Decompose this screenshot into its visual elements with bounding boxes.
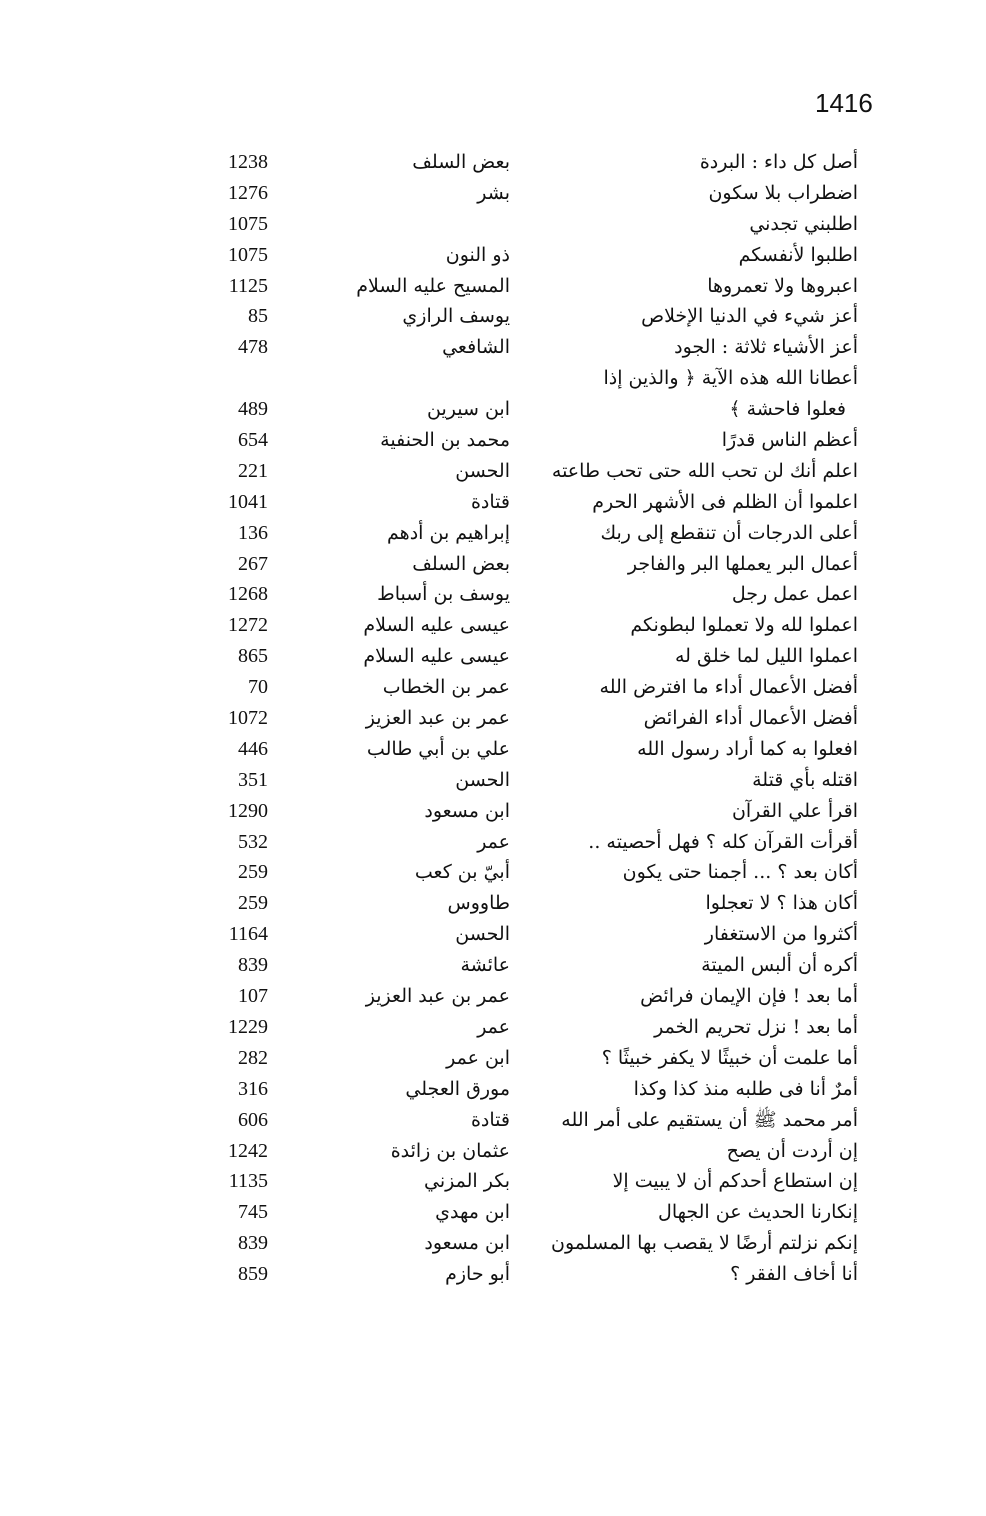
page-reference: 1125 (228, 274, 268, 297)
page-number: 1416 (815, 88, 873, 118)
quote-author: عمر (477, 830, 510, 853)
quote-text: أعظم الناس قدرًا (721, 429, 858, 452)
quote-text: أفضل الأعمال أداء ما افترض الله (599, 676, 858, 699)
quote-text: أقرأت القرآن كله ؟ فهل أحصيته .. (588, 830, 858, 853)
quote-text: اعلموا أن الظلم فى الأشهر الحرم (592, 490, 858, 513)
quote-author: عثمان بن زائدة (390, 1139, 510, 1162)
index-row (0, 950, 986, 981)
quote-text: أما بعد ! فإن الإيمان فرائض (640, 985, 858, 1008)
index-row (0, 178, 986, 209)
page-reference: 316 (238, 1077, 268, 1100)
quotation-index-table (0, 147, 986, 1290)
quote-author: عمر (477, 1015, 510, 1038)
page-reference: 1242 (228, 1139, 268, 1162)
index-row (0, 796, 986, 827)
index-row (0, 1136, 986, 1167)
index-row (0, 857, 986, 888)
quote-text: أمرٌ أنا فى طلبه منذ كذا وكذا (633, 1077, 858, 1100)
quote-author: الحسن (455, 923, 510, 946)
page-reference: 606 (238, 1108, 268, 1131)
quote-author: بكر المزني (424, 1170, 510, 1193)
quote-text: أعطانا الله هذه الآية ﴿ والذين إذا (603, 367, 858, 390)
index-row (0, 394, 986, 425)
quote-author: عمر بن عبد العزيز (365, 707, 510, 730)
index-row (0, 1228, 986, 1259)
quote-author: ابن عمر (446, 1046, 510, 1069)
quote-author: ابن مسعود (424, 1232, 510, 1255)
index-row (0, 827, 986, 858)
quote-text: اطلبوا لأنفسكم (738, 243, 858, 266)
index-row (0, 610, 986, 641)
quote-author: أبيّ بن كعب (414, 861, 510, 884)
quote-text: أصل كل داء : البردة (699, 151, 858, 173)
page-reference: 489 (238, 398, 268, 421)
quote-author: عمر بن عبد العزيز (365, 985, 510, 1008)
quote-author: عمر بن الخطاب (382, 676, 510, 699)
page-reference: 1075 (228, 212, 268, 235)
index-row (0, 919, 986, 950)
quote-author: قتادة (470, 1108, 510, 1131)
page-reference: 267 (238, 552, 268, 575)
quote-author: عيسى عليه السلام (363, 614, 510, 637)
index-row (0, 1105, 986, 1136)
quote-author: طاووس (447, 892, 510, 915)
quote-text: اقرأ علي القرآن (731, 799, 858, 822)
quote-author: بعض السلف (412, 552, 510, 575)
quote-text: اعمل عمل رجل (731, 583, 858, 606)
quote-author: بشر (477, 181, 510, 204)
page-reference: 85 (248, 305, 268, 328)
quote-author: عيسى عليه السلام (363, 645, 510, 668)
index-row (0, 641, 986, 672)
quote-text: إن استطاع أحدكم أن لا يبيت إلا (612, 1170, 858, 1193)
quote-text: أمر محمد ﷺ أن يستقيم على أمر الله (561, 1108, 858, 1131)
page-reference: 1229 (228, 1015, 268, 1038)
quote-author: مورق العجلي (405, 1077, 510, 1100)
quote-text: اعملوا الليل لما خلق له (674, 645, 858, 668)
page-reference: 654 (238, 429, 268, 452)
quote-text: أنا أخاف الفقر ؟ (730, 1263, 858, 1286)
quote-author: ابن سيرين (427, 398, 510, 421)
index-row (0, 981, 986, 1012)
quote-author: ابن مسعود (424, 799, 510, 822)
quote-author: أبو حازم (445, 1263, 510, 1286)
quote-author: يوسف بن أسباط (377, 583, 510, 606)
index-row (0, 579, 986, 610)
quote-text: اضطراب بلا سكون (708, 181, 858, 204)
index-row (0, 363, 986, 394)
page-reference: 1072 (228, 707, 268, 730)
index-row (0, 1043, 986, 1074)
index-row (0, 734, 986, 765)
quote-text: أكان هذا ؟ لا تعجلوا (705, 892, 858, 915)
page-reference: 478 (238, 336, 268, 359)
page-reference: 446 (238, 737, 268, 760)
page-reference: 745 (238, 1201, 268, 1224)
quote-author: يوسف الرازي (402, 305, 510, 328)
page-reference: 532 (238, 830, 268, 853)
index-row (0, 240, 986, 271)
page-reference: 259 (238, 892, 268, 915)
quote-author: محمد بن الحنفية (380, 429, 510, 452)
index-row (0, 209, 986, 240)
page-reference: 136 (238, 521, 268, 544)
quote-author: الحسن (455, 459, 510, 482)
page-reference: 1135 (228, 1170, 268, 1193)
index-row (0, 487, 986, 518)
page-reference: 70 (248, 676, 268, 699)
page-reference: 1164 (228, 923, 268, 946)
page-reference: 259 (238, 861, 268, 884)
quote-text: أكثروا من الاستغفار (704, 923, 858, 946)
quote-text: أعمال البر يعملها البر والفاجر (627, 552, 858, 575)
quote-author: الحسن (455, 768, 510, 791)
page-reference: 1276 (228, 181, 268, 204)
index-row (0, 271, 986, 302)
quote-author: إبراهيم بن أدهم (387, 521, 510, 544)
quote-author: المسيح عليه السلام (356, 274, 510, 297)
quote-text: أعز شيء في الدنيا الإخلاص (641, 305, 858, 328)
quote-text: أكان بعد ؟ ... أجمنا حتى يكون (622, 861, 858, 884)
index-row (0, 1074, 986, 1105)
index-row (0, 1012, 986, 1043)
index-row (0, 549, 986, 580)
page-reference: 107 (238, 985, 268, 1008)
quote-author: عائشة (460, 954, 510, 977)
index-row (0, 672, 986, 703)
quote-author: الشافعي (442, 336, 510, 359)
page-reference: 1272 (228, 614, 268, 637)
quote-text: افعلوا به كما أراد رسول الله (637, 737, 858, 760)
index-row (0, 518, 986, 549)
index-row (0, 703, 986, 734)
quote-text: أعز الأشياء ثلاثة : الجود (674, 336, 858, 359)
index-row (0, 1166, 986, 1197)
quote-text: أكره أن ألبس الميتة (701, 954, 858, 977)
quote-author: ابن مهدي (435, 1201, 510, 1224)
quote-text: أعلى الدرجات أن تنقطع إلى ربك (600, 521, 858, 544)
page-reference: 1290 (228, 799, 268, 822)
page-reference: 1041 (228, 490, 268, 513)
page-reference: 351 (238, 768, 268, 791)
page-reference: 221 (238, 459, 268, 482)
index-row (0, 425, 986, 456)
index-row (0, 456, 986, 487)
page-reference: 1238 (228, 151, 268, 173)
quote-text: إن أردت أن يصح (726, 1139, 858, 1162)
index-row (0, 888, 986, 919)
page-reference: 839 (238, 1232, 268, 1255)
quote-text: اعبروها ولا تعمروها (707, 274, 858, 297)
quote-text: فعلوا فاحشة ﴾ (729, 398, 846, 421)
quote-text: أفضل الأعمال أداء الفرائض (643, 707, 858, 730)
index-row (0, 301, 986, 332)
quote-text: إنكارنا الحديث عن الجهال (658, 1201, 858, 1224)
quote-text: اعملوا لله ولا تعملوا لبطونكم (630, 614, 858, 637)
index-row (0, 1197, 986, 1228)
page-reference: 282 (238, 1046, 268, 1069)
quote-text: اطلبني تجدني (749, 212, 858, 235)
quote-text: اعلم أنك لن تحب الله حتى تحب طاعته (551, 459, 858, 482)
page-reference: 839 (238, 954, 268, 977)
quote-text: اقتله بأي قتلة (752, 768, 858, 791)
page-reference: 1268 (228, 583, 268, 606)
quote-text: أما بعد ! نزل تحريم الخمر (654, 1015, 858, 1038)
quote-author: ذو النون (445, 243, 510, 266)
quote-text: أما علمت أن خبيثًا لا يكفر خبيثًا ؟ (601, 1046, 858, 1069)
page-reference: 865 (238, 645, 268, 668)
index-row (0, 332, 986, 363)
quote-author: بعض السلف (412, 151, 510, 173)
page-reference: 1075 (228, 243, 268, 266)
quote-author: علي بن أبي طالب (366, 737, 510, 760)
index-row (0, 765, 986, 796)
index-row (0, 1259, 986, 1290)
index-row (0, 147, 986, 178)
quote-text: إنكم نزلتم أرضًا لا يقصب بها المسلمون (550, 1232, 858, 1255)
page-reference: 859 (238, 1263, 268, 1286)
quote-author: قتادة (470, 490, 510, 513)
